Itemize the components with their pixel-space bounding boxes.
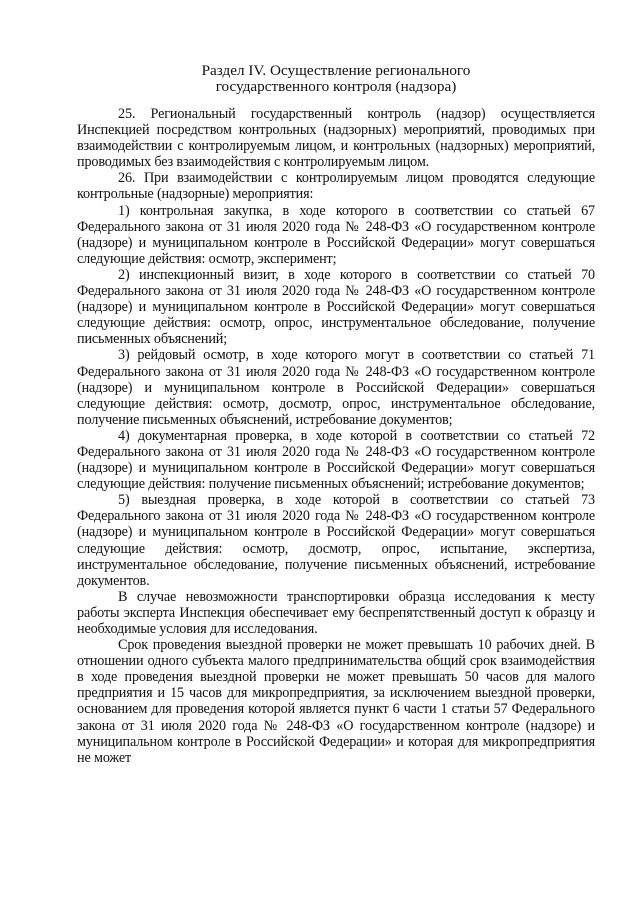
document-page [77, 63, 595, 766]
list-item-2: 2) инспекционный визит, в ходе которого в соответствии со статьей 70 Федерального закона от 31 июля 2020 года № 248-ФЗ «О государственном контроле (надзоре) и муниципальном контроле в Российской Федерации» могут совершаться следующие действия: осмотр, опрос, инструментальное обследование, получение письменных объяснений; [77, 266, 595, 348]
list-item-3: 3) рейдовый осмотр, в ходе которого могут в соответствии со статьей 71 Федерального закона от 31 июля 2020 года № 248-ФЗ «О государственном контроле (надзоре) и муниципальном контроле в Российской Федерации» совершаться следующие действия: осмотр, досмотр, опрос, инструментальное обследование, получение письменных объяснений, истребование документов; [77, 347, 595, 428]
paragraph-26: 26. При взаимодействии с контролируемым лицом проводятся следующие контрольные (надзорные) мероприятия: [77, 170, 595, 203]
list-item-4: 4) документарная проверка, в ходе которой в соответствии со статьей 72 Федерального закона от 31 июля 2020 года № 248-ФЗ «О государственном контроле (надзоре) и муниципальном контроле в Российской Федерации» могут совершаться следующие действия: получение письменных объяснений; истребование документов; [77, 427, 595, 493]
paragraph-inspection-term: Срок проведения выездной проверки не может превышать 10 рабочих дней. В отношении одного субъекта малого предпринимательства общий срок взаимодействия в ходе проведения выездной проверки не может превышать 50 часов для малого предприятия и 15 часов для микропредприятия, за исключением выездной проверки, основанием для проведения которой является пункт 6 части 1 статьи 57 Федерального закона от 31 июля 2020 года № 248-ФЗ «О государственном контроле (надзоре) и муниципальном контроле в Российской Федерации» и которая для микропредприятия не может [77, 637, 595, 766]
paragraph-sample-access: В случае невозможности транспортировки образца исследования к месту работы эксперта Инспекция обеспечивает ему беспрепятственный доступ к образцу и необходимые условия для исследования. [77, 588, 595, 637]
section-title [77, 63, 595, 95]
list-item-1: 1) контрольная закупка, в ходе которого в соответствии со статьей 67 Федерального закона от 31 июля 2020 года № 248-ФЗ «О государственном контроле (надзоре) и муниципальном контроле в Российской Федерации» могут совершаться следующие действия: осмотр, эксперимент; [77, 202, 595, 267]
section-title-line-2: государственного контроля (надзора) [215, 78, 457, 95]
paragraph-25: 25. Региональный государственный контроль (надзор) осуществляется Инспекцией посредством контрольных (надзорных) мероприятий, проводимых при взаимодействии с контролируемым лицом, и контрольных (надзорных) мероприятий, проводимых без взаимодействия с контролируемым лицом. [77, 106, 595, 171]
list-item-5: 5) выездная проверка, в ходе которой в соответствии со статьей 73 Федерального закона от 31 июля 2020 года № 248-ФЗ «О государственном контроле (надзоре) и муниципальном контроле в Российской Федерации» могут совершаться следующие действия: осмотр, досмотр, опрос, испытание, экспертиза, инструментальное обследование, получение письменных объяснений, истребование документов. [77, 492, 595, 589]
section-title-line-1: Раздел IV. Осуществление регионального [201, 62, 471, 79]
